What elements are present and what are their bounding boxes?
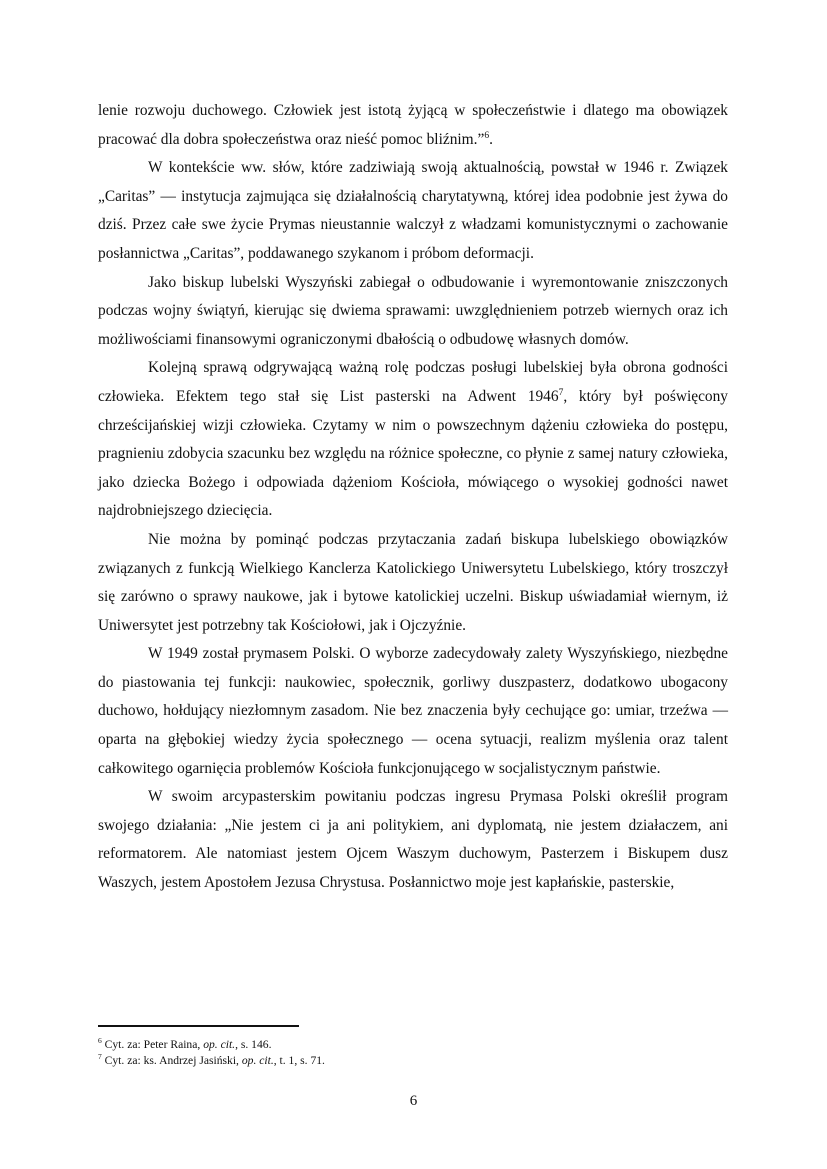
paragraph-3: Jako biskup lubelski Wyszyński zabiegał o odbudowanie i wyremontowanie zniszczonych podczas wojny świątyń, kierując się dwiema sprawami: uwzględnieniem potrzeb wiernych oraz ich możliwościami finansowymi ograniczonymi dbałością o odbudowę własnych domów.: [98, 273, 728, 348]
paragraph-7: W swoim arcypasterskim powitaniu podczas ingresu Prymasa Polski określił program swojego działania: „Nie jestem ci ja ani politykiem, ani dyplomatą, nie jestem działaczem, ani reformatorem. Ale natomiast jestem Ojcem Waszym duchowym, Pasterzem i Biskupem dusz Waszych, jestem Apostołem Jezusa Chrystusa. Posłannictwo moje jest kapłańskie, pasterskie,: [98, 788, 728, 892]
paragraph-text: Kolejną sprawą odgrywającą ważną rolę podczas posługi lubelskiej była obrona godności człowieka. Efektem tego stał się List pasterski na Adwent 1946: [98, 359, 728, 405]
paragraph-2: W kontekście ww. słów, które zadziwiają swoją aktualnością, powstał w 1946 r. Związek „Caritas” — instytucja zajmująca się działalnością charytatywną, której idea podobnie jest żywa do dziś. Przez całe swe życie Prymas nieustannie walczył z władzami komunistycznymi o zachowanie posłannictwa „Caritas”, poddawanego szykanom i próbom deformacji.: [98, 159, 728, 262]
paragraph-6: W 1949 został prymasem Polski. O wyborze zadecydowały zalety Wyszyńskiego, niezbędne do piastowania tej funkcji: naukowiec, społecznik, gorliwy duszpasterz, dodatkowo ubogacony duchowo, hołdujący niezłomnym zasadom. Nie bez znaczenia były cechujące go: umiar, trzeźwa — oparta na głębokiej wiedzy życia społecznego — ocena sytuacji, realizm myślenia oraz talent całkowitego ogarnięcia problemów Kościoła funkcjonującego w socjalistycznym państwie.: [98, 645, 728, 777]
footnote-text: Cyt. za: ks. Andrzej Jasiński,: [104, 1053, 242, 1067]
footnote-italic: op. cit.: [241, 1053, 274, 1067]
paragraph-1: [98, 97, 728, 154]
footnote-number: 6: [98, 1036, 102, 1046]
paragraph-4: [98, 354, 728, 526]
footnote-7: [98, 1053, 728, 1069]
paragraph-text-end: , który był poświęcony chrześcijańskiej wizji człowieka. Czytamy w nim o powszechnym dążeniu człowieka do postępu, pragnieniu zdobycia szacunku bez względu na różnice społeczne, co płynie z samej natury człowieka, jako dziecka Bożego i odpowiada dążeniom Kościoła, mówiącego o wysokiej godności nawet najdrobniejszego dziecięcia.: [98, 387, 728, 520]
footnote-italic: op. cit.: [203, 1038, 236, 1051]
paragraph-text: lenie rozwoju duchowego. Człowiek jest istotą żyjącą w społeczeństwie i dlatego ma obowiązek pracować dla dobra społeczeństwa oraz nieść pomoc bliźnim.”: [98, 102, 728, 148]
footnotes: [98, 1037, 728, 1068]
page-number: 6: [409, 1093, 418, 1109]
footnote-number: 7: [98, 1051, 102, 1061]
footnote-text: Cyt. za: Peter Raina,: [104, 1038, 204, 1051]
footnote-separator: [98, 1025, 299, 1027]
footnote-text-end: , s. 146.: [235, 1038, 272, 1051]
footnote-text-end: , t. 1, s. 71.: [273, 1053, 325, 1067]
paragraph-5: Nie można by pominąć podczas przytaczania zadań biskupa lubelskiego obowiązków związanych z funkcją Wielkiego Kanclerza Katolickiego Uniwersytetu Lubelskiego, który troszczył się zarówno o sprawy naukowe, jak i bytowe katolickiej uczelni. Biskup uświadamiał wiernym, iż Uniwersytet jest potrzebny tak Kościołowi, jak i Ojczyźnie.: [98, 530, 728, 634]
body-text: [98, 97, 728, 898]
paragraph-text-end: .: [489, 130, 493, 148]
footnote-ref-6: 6: [484, 130, 490, 141]
footnote-6: [98, 1037, 728, 1053]
footnote-ref-7: 7: [558, 387, 564, 398]
